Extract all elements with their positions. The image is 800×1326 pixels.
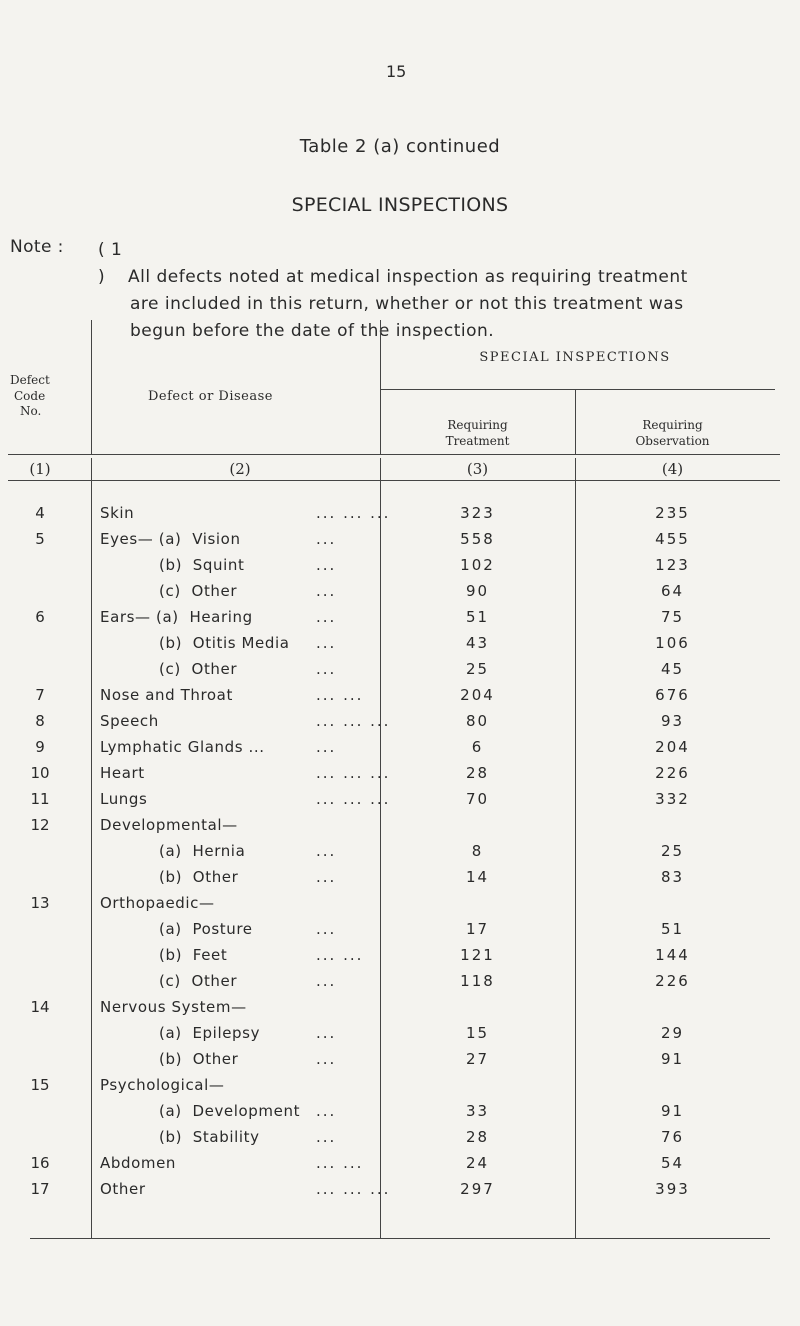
defect-label: Nervous System— xyxy=(100,998,247,1016)
defect-label: Heart xyxy=(100,764,145,782)
table-row xyxy=(0,634,800,659)
defect-code: 14 xyxy=(30,998,50,1016)
requiring-observation-value: 106 xyxy=(655,634,690,652)
rule-col-2 xyxy=(380,320,381,455)
note-number: ( 1 ) xyxy=(98,240,123,287)
defect-code: 15 xyxy=(30,1076,50,1094)
requiring-treatment-value: 6 xyxy=(471,738,484,756)
leader-dots: ... ... ... xyxy=(316,504,391,522)
requiring-observation-value: 83 xyxy=(660,868,685,886)
leader-dots: ... ... xyxy=(316,1154,364,1172)
table-row xyxy=(0,816,800,841)
defect-label: Abdomen xyxy=(100,1154,177,1172)
table-row xyxy=(0,920,800,945)
rule-header-bottom xyxy=(8,454,780,455)
requiring-treatment-value: 14 xyxy=(465,868,490,886)
requiring-treatment-value: 28 xyxy=(465,764,490,782)
table-row xyxy=(0,790,800,815)
table-row xyxy=(0,1154,800,1179)
leader-dots: ... xyxy=(316,1102,337,1120)
note-line-2: are included in this return, whether or not this treatment was xyxy=(130,294,684,314)
requiring-treatment-value: 33 xyxy=(465,1102,490,1120)
requiring-treatment-value: 90 xyxy=(465,582,490,600)
requiring-observation-value: 676 xyxy=(655,686,690,704)
table-row xyxy=(0,504,800,529)
table-row xyxy=(0,842,800,867)
table-row xyxy=(0,712,800,737)
requiring-treatment-value: 121 xyxy=(460,946,495,964)
requiring-treatment-value: 27 xyxy=(465,1050,490,1068)
requiring-observation-value: 455 xyxy=(655,530,690,548)
leader-dots: ... ... xyxy=(316,946,364,964)
defect-label: (b) Squint xyxy=(100,556,245,574)
leader-dots: ... xyxy=(316,608,337,626)
requiring-observation-value: 332 xyxy=(655,790,690,808)
defect-label: (a) Hernia xyxy=(100,842,246,860)
rule-number-row-bottom xyxy=(8,480,780,481)
leader-dots: ... ... ... xyxy=(316,1180,391,1198)
note-line-3: begun before the date of the inspection. xyxy=(130,321,495,341)
header-requiring-treatment-1: Requiring xyxy=(447,418,508,432)
table-row xyxy=(0,946,800,971)
table-row xyxy=(0,764,800,789)
table-row xyxy=(0,868,800,893)
defect-label: Lungs xyxy=(100,790,148,808)
defect-label: Speech xyxy=(100,712,159,730)
header-code-line-1: Defect xyxy=(10,373,50,387)
leader-dots: ... xyxy=(316,556,337,574)
column-number-2: (2) xyxy=(229,460,251,478)
defect-label: Orthopaedic— xyxy=(100,894,215,912)
requiring-treatment-value: 17 xyxy=(465,920,490,938)
header-defect-or-disease: Defect or Disease xyxy=(148,389,273,404)
defect-code: 11 xyxy=(30,790,50,808)
table-row xyxy=(0,608,800,633)
section-title: SPECIAL INSPECTIONS xyxy=(291,194,509,216)
requiring-treatment-value: 43 xyxy=(465,634,490,652)
note-line-1: All defects noted at medical inspection as requiring treatment xyxy=(128,267,688,287)
leader-dots: ... xyxy=(316,582,337,600)
requiring-treatment-value: 51 xyxy=(465,608,490,626)
header-code-line-2: Code xyxy=(14,389,46,403)
requiring-observation-value: 226 xyxy=(655,764,690,782)
requiring-observation-value: 393 xyxy=(655,1180,690,1198)
defect-label: Nose and Throat xyxy=(100,686,233,704)
defect-label: (a) Development xyxy=(100,1102,301,1120)
header-requiring-treatment-2: Treatment xyxy=(445,434,510,448)
page-number: 15 xyxy=(386,62,407,81)
requiring-treatment-value: 323 xyxy=(460,504,495,522)
defect-label: (b) Other xyxy=(100,1050,239,1068)
defect-code: 6 xyxy=(35,608,45,626)
defect-label: (a) Epilepsy xyxy=(100,1024,261,1042)
leader-dots: ... xyxy=(316,634,337,652)
requiring-observation-value: 91 xyxy=(660,1050,685,1068)
requiring-observation-value: 75 xyxy=(660,608,685,626)
header-requiring-observation-2: Observation xyxy=(635,434,710,448)
table-row xyxy=(0,1128,800,1153)
defect-label: (b) Feet xyxy=(100,946,228,964)
rule-table-bottom xyxy=(30,1238,770,1239)
requiring-treatment-value: 204 xyxy=(460,686,495,704)
leader-dots: ... xyxy=(316,738,337,756)
defect-label: Eyes— (a) Vision xyxy=(100,530,241,548)
leader-dots: ... ... ... xyxy=(316,790,391,808)
defect-label: (b) Otitis Media xyxy=(100,634,290,652)
rule-col-1 xyxy=(91,320,92,455)
column-number-1: (1) xyxy=(29,460,51,478)
table-row xyxy=(0,894,800,919)
defect-label: (c) Other xyxy=(100,660,238,678)
requiring-treatment-value: 24 xyxy=(465,1154,490,1172)
leader-dots: ... xyxy=(316,842,337,860)
defect-label: (c) Other xyxy=(100,972,238,990)
column-number-3: (3) xyxy=(466,460,489,478)
requiring-treatment-value: 118 xyxy=(460,972,495,990)
table-title: Table 2 (a) continued xyxy=(299,136,501,157)
requiring-observation-value: 51 xyxy=(660,920,685,938)
defect-label: Lymphatic Glands ... xyxy=(100,738,265,756)
requiring-observation-value: 226 xyxy=(655,972,690,990)
header-requiring-observation-1: Requiring xyxy=(642,418,703,432)
defect-label: (b) Other xyxy=(100,868,239,886)
table-row xyxy=(0,1102,800,1127)
leader-dots: ... xyxy=(316,530,337,548)
requiring-treatment-value: 15 xyxy=(465,1024,490,1042)
header-code-line-3: No. xyxy=(20,404,42,418)
note-text xyxy=(98,237,698,345)
leader-dots: ... xyxy=(316,1050,337,1068)
defect-label: (b) Stability xyxy=(100,1128,260,1146)
table-row xyxy=(0,530,800,555)
leader-dots: ... xyxy=(316,1128,337,1146)
requiring-observation-value: 235 xyxy=(655,504,690,522)
requiring-treatment-value: 80 xyxy=(465,712,490,730)
note-label: Note : xyxy=(10,237,64,257)
leader-dots: ... xyxy=(316,1024,337,1042)
requiring-observation-value: 64 xyxy=(660,582,685,600)
header-special-inspections: SPECIAL INSPECTIONS xyxy=(479,350,671,365)
leader-dots: ... ... ... xyxy=(316,712,391,730)
requiring-treatment-value: 70 xyxy=(465,790,490,808)
table-row xyxy=(0,1180,800,1205)
table-row xyxy=(0,1024,800,1049)
requiring-treatment-value: 8 xyxy=(471,842,484,860)
defect-code: 5 xyxy=(35,530,45,548)
defect-label: Developmental— xyxy=(100,816,238,834)
table-row xyxy=(0,972,800,997)
defect-code: 13 xyxy=(30,894,50,912)
table-row xyxy=(0,686,800,711)
requiring-observation-value: 25 xyxy=(660,842,685,860)
defect-label: Skin xyxy=(100,504,135,522)
defect-code: 10 xyxy=(30,764,50,782)
requiring-observation-value: 91 xyxy=(660,1102,685,1120)
defect-code: 12 xyxy=(30,816,50,834)
defect-code: 9 xyxy=(35,738,45,756)
requiring-treatment-value: 28 xyxy=(465,1128,490,1146)
requiring-observation-value: 76 xyxy=(660,1128,685,1146)
rule-under-group-header xyxy=(380,389,775,390)
requiring-observation-value: 29 xyxy=(660,1024,685,1042)
leader-dots: ... xyxy=(316,920,337,938)
defect-label: Psychological— xyxy=(100,1076,225,1094)
requiring-treatment-value: 102 xyxy=(460,556,495,574)
leader-dots: ... xyxy=(316,660,337,678)
table-row xyxy=(0,998,800,1023)
defect-label: Other xyxy=(100,1180,146,1198)
table-row xyxy=(0,738,800,763)
requiring-treatment-value: 558 xyxy=(460,530,495,548)
leader-dots: ... xyxy=(316,868,337,886)
defect-label: Ears— (a) Hearing xyxy=(100,608,253,626)
leader-dots: ... ... ... xyxy=(316,764,391,782)
rule-col-3-header xyxy=(575,389,576,455)
requiring-treatment-value: 25 xyxy=(465,660,490,678)
defect-code: 8 xyxy=(35,712,45,730)
table-row xyxy=(0,556,800,581)
requiring-observation-value: 93 xyxy=(660,712,685,730)
defect-code: 7 xyxy=(35,686,45,704)
defect-code: 17 xyxy=(30,1180,50,1198)
column-number-4: (4) xyxy=(661,460,684,478)
table-row xyxy=(0,660,800,685)
requiring-observation-value: 54 xyxy=(660,1154,685,1172)
table-row xyxy=(0,582,800,607)
defect-code: 16 xyxy=(30,1154,50,1172)
requiring-observation-value: 45 xyxy=(660,660,685,678)
requiring-treatment-value: 297 xyxy=(460,1180,495,1198)
leader-dots: ... ... xyxy=(316,686,364,704)
defect-label: (c) Other xyxy=(100,582,238,600)
leader-dots: ... xyxy=(316,972,337,990)
table-row xyxy=(0,1050,800,1075)
requiring-observation-value: 144 xyxy=(655,946,690,964)
defect-label: (a) Posture xyxy=(100,920,253,938)
defect-code: 4 xyxy=(35,504,45,522)
table-row xyxy=(0,1076,800,1101)
requiring-observation-value: 204 xyxy=(655,738,690,756)
requiring-observation-value: 123 xyxy=(655,556,690,574)
